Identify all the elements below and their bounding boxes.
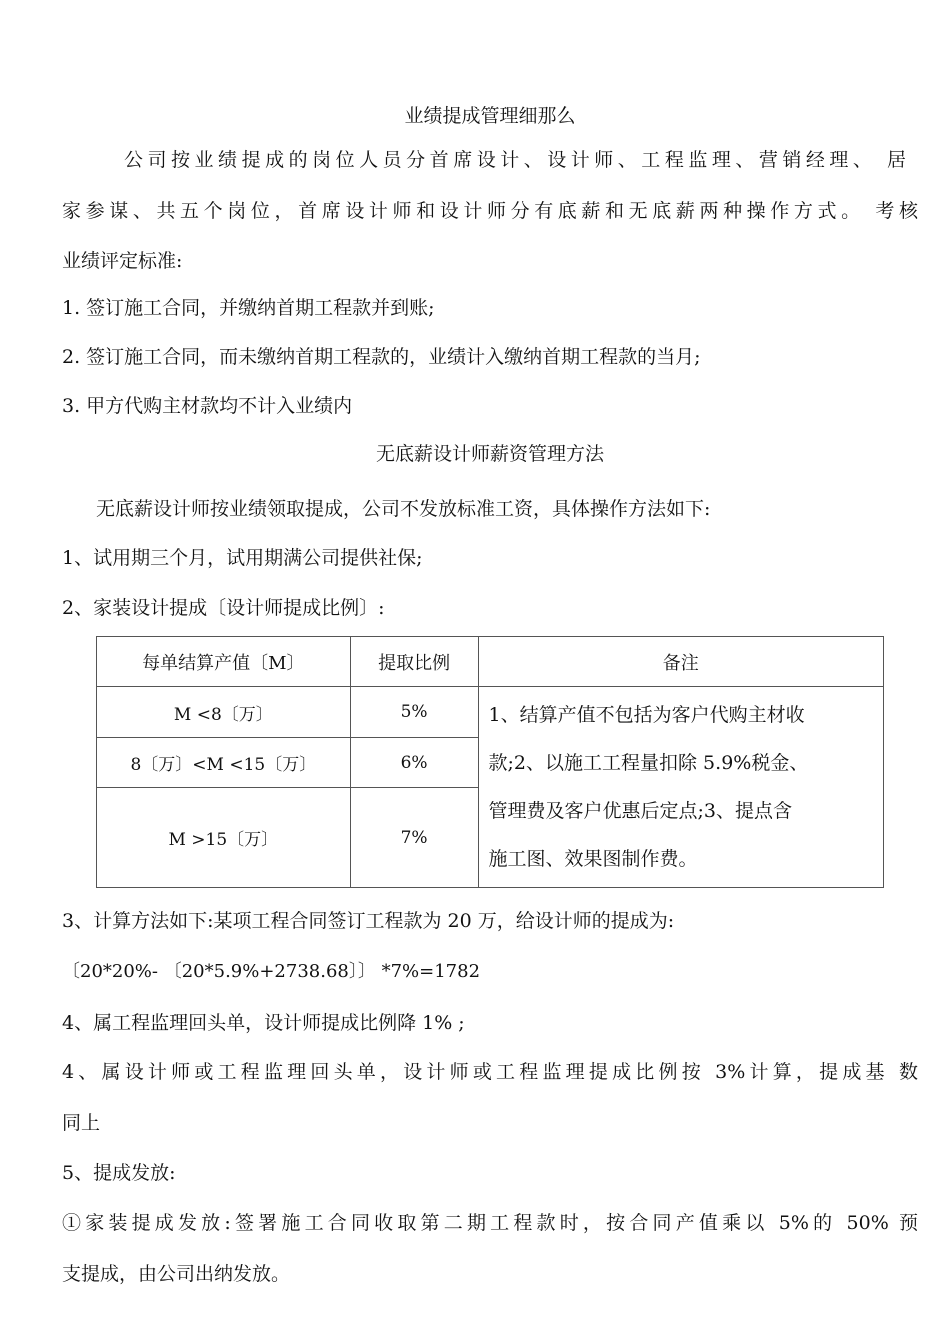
intro-line-3: 业绩评定标准: [62,250,183,272]
item-4a: 4、属工程监理回头单，设计师提成比例降 1% ; [62,1012,465,1034]
doc-title: 业绩提成管理细那么 [404,105,576,127]
section-title: 无底薪设计师薪资管理方法 [375,443,604,465]
section-intro: 无底薪设计师按业绩领取提成，公司不发放标准工资，具体操作方法如下: [96,498,711,520]
commission-table [96,636,884,888]
table-header-row [97,637,884,687]
header-note: 备注 [478,637,883,687]
formula: 〔20*20%- 〔20*5.9%+2738.68〕〕 *7%=1782 [62,961,481,982]
header-rate: 提取比例 [350,637,478,687]
item-5: 5、提成发放: [62,1162,176,1184]
item-5-1-line-1: ①家装提成发放:签署施工合同收取第二期工程款时，按合同产值乘以 5%的 50% 预 [62,1212,918,1234]
item-4b-line-2: 同上 [62,1112,101,1134]
criteria-3: 3. 甲方代购主材款均不计入业绩内 [62,395,353,417]
row-range: M >15〔万〕 [97,788,351,888]
row-range: 8〔万〕<M <15〔万〕 [97,738,351,788]
header-output-value: 每单结算产值〔M〕 [97,637,351,687]
intro-line-2: 家参谋、共五个岗位，首席设计师和设计师分有底薪和无底薪两种操作方式。 考核 [62,200,918,222]
note-line: 款;2、以施工工程量扣除 5.9%税金、 [488,752,809,774]
row-rate: 5% [350,687,478,738]
table-row [97,687,884,738]
row-rate: 7% [350,788,478,888]
item-3: 3、计算方法如下:某项工程合同签订工程款为 20 万，给设计师的提成为: [62,910,675,932]
note-line: 1、结算产值不包括为客户代购主材收 [488,704,805,726]
item-2: 2、家装设计提成〔设计师提成比例〕: [62,597,385,619]
item-5-1-line-2: 支提成，由公司出纳发放。 [62,1263,291,1285]
row-range: M <8〔万〕 [97,687,351,738]
note-line: 施工图、效果图制作费。 [488,848,698,870]
note-line: 管理费及客户优惠后定点;3、提点含 [488,800,793,822]
criteria-1: 1. 签订施工合同，并缴纳首期工程款并到账; [62,297,435,319]
row-rate: 6% [350,738,478,788]
intro-line-1: 公司按业绩提成的岗位人员分首席设计、设计师、工程监理、营销经理、 居 [124,149,906,171]
criteria-2: 2. 签订施工合同，而未缴纳首期工程款的，业绩计入缴纳首期工程款的当月; [62,346,701,368]
item-1: 1、试用期三个月，试用期满公司提供社保; [62,547,423,569]
item-4b-line-1: 4、属设计师或工程监理回头单，设计师或工程监理提成比例按 3%计算，提成基 数 [62,1061,918,1083]
table-note [478,687,883,888]
